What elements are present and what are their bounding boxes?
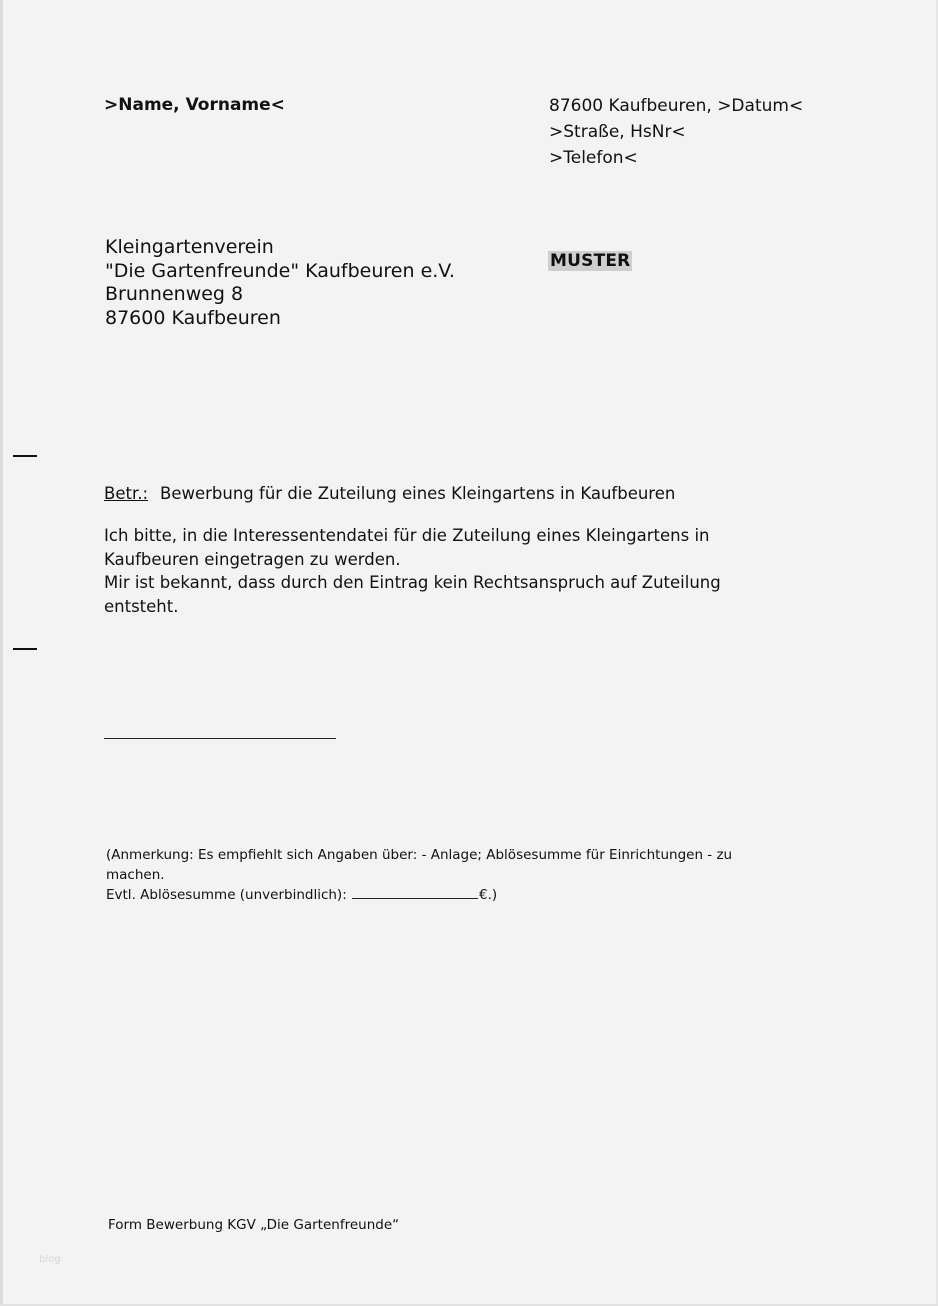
document-footer: Form Bewerbung KGV „Die Gartenfreunde“ — [108, 1217, 400, 1233]
amount-label: Evtl. Ablösesumme (unverbindlich): — [106, 887, 352, 903]
body-line: Kaufbeuren eingetragen zu werden. — [104, 549, 401, 569]
recipient-line: Brunnenweg 8 — [105, 283, 244, 305]
note-line: (Anmerkung: Es empfiehlt sich Angaben über: - Anlage; Ablösesumme für Einrichtungen - zu — [106, 847, 733, 863]
sender-address-block — [549, 93, 803, 171]
body-line: Ich bitte, in die Interessentendatei für die Zuteilung eines Kleingartens in — [104, 526, 710, 545]
recipient-line: 87600 Kaufbeuren — [105, 306, 281, 329]
subject-label: Betr.: — [104, 484, 149, 503]
sender-phone-line: >Telefon< — [549, 148, 638, 168]
amount-blank — [352, 887, 478, 899]
annotation-note — [106, 845, 732, 905]
amount-suffix: €.) — [479, 887, 498, 903]
recipient-address — [105, 236, 455, 330]
note-line-amount — [106, 885, 732, 905]
body-line: entsteht. — [104, 596, 179, 616]
watermark: blog — [39, 1254, 61, 1265]
fold-mark — [13, 648, 37, 650]
letter-body — [104, 524, 721, 618]
page-edge — [0, 0, 3, 1306]
subject-line — [104, 484, 675, 503]
subject-text: Bewerbung für die Zuteilung eines Kleingartens in Kaufbeuren — [160, 484, 676, 503]
sender-name: >Name, Vorname< — [104, 95, 285, 115]
sender-date-line: 87600 Kaufbeuren, >Datum< — [549, 96, 804, 116]
recipient-line: Kleingartenverein — [105, 236, 274, 258]
recipient-line: "Die Gartenfreunde" Kaufbeuren e.V. — [105, 259, 455, 282]
note-line: machen. — [106, 867, 165, 883]
signature-line — [104, 738, 336, 739]
muster-stamp: MUSTER — [550, 251, 631, 271]
fold-mark — [13, 455, 37, 457]
body-line: Mir ist bekannt, dass durch den Eintrag kein Rechtsanspruch auf Zuteilung — [104, 573, 721, 592]
sender-street-line: >Straße, HsNr< — [549, 122, 686, 142]
